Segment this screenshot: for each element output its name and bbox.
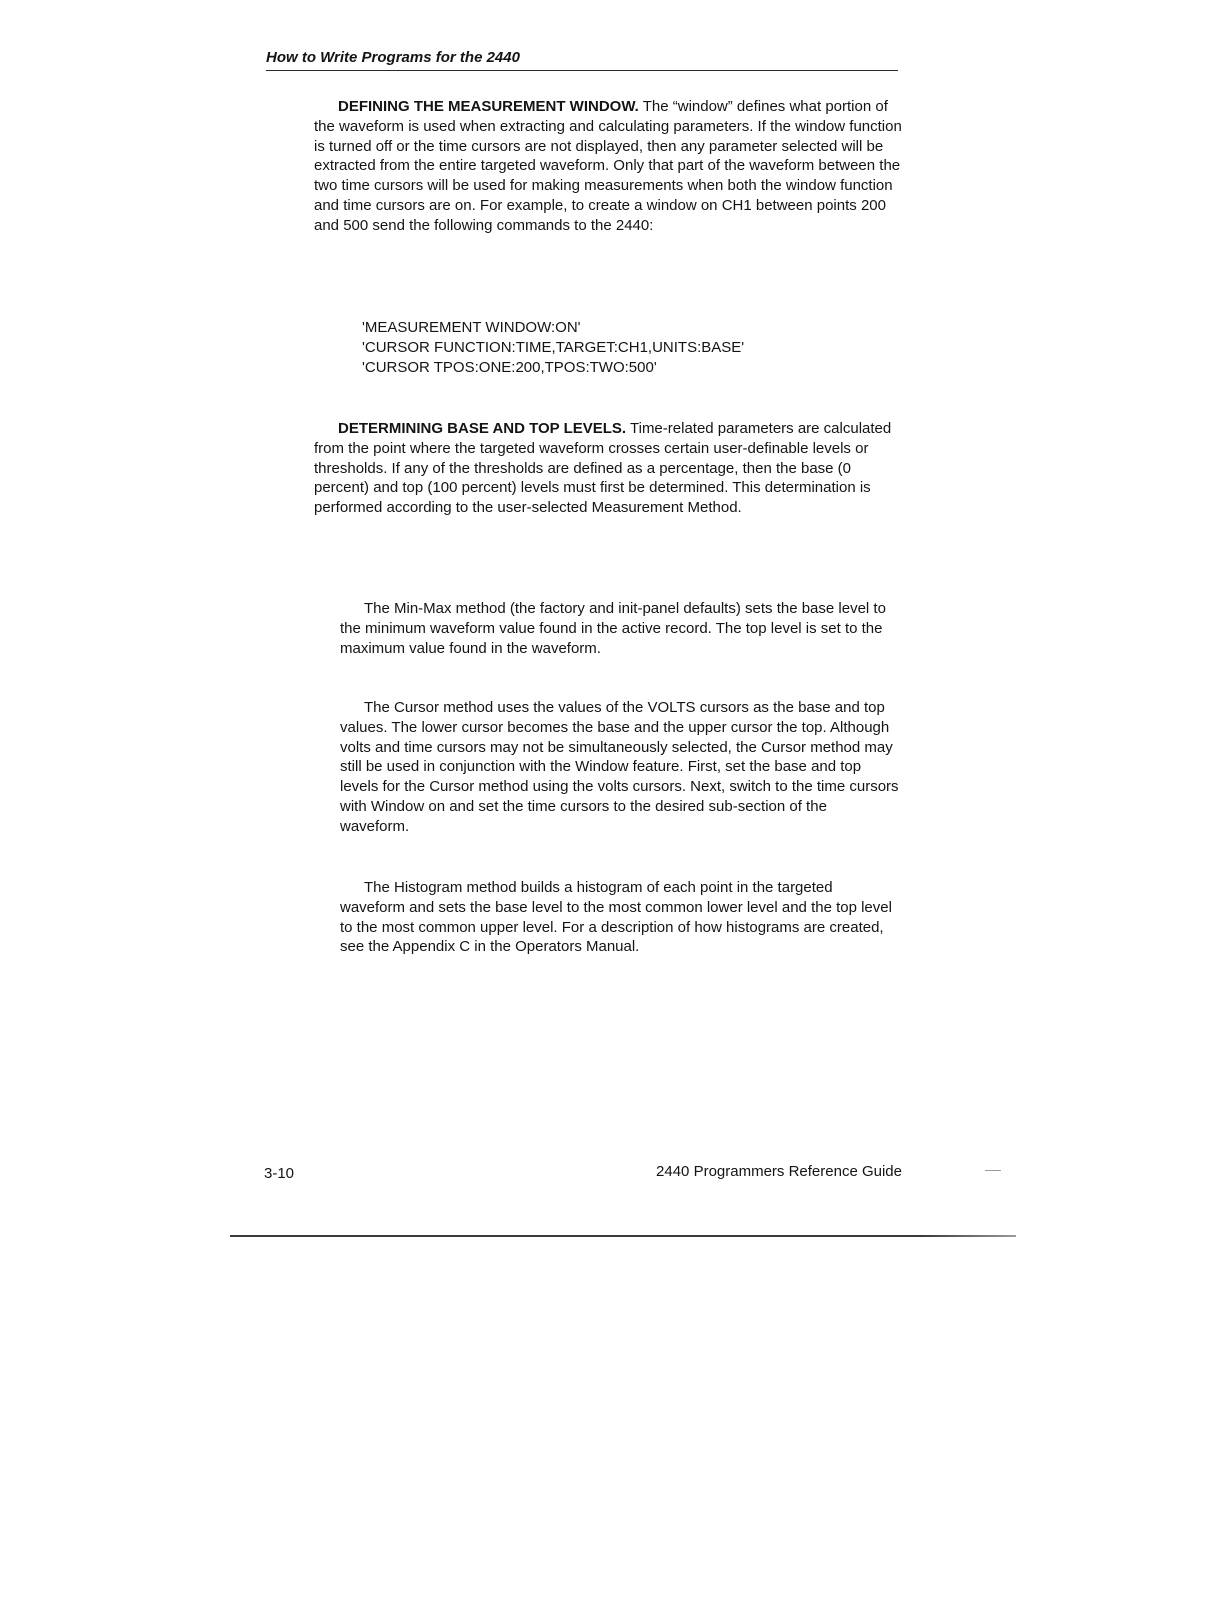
footer-mark — [985, 1170, 1001, 1171]
header-rule — [266, 70, 898, 71]
command-line: 'CURSOR FUNCTION:TIME,TARGET:CH1,UNITS:BASE' — [362, 339, 745, 356]
command-line: 'MEASUREMENT WINDOW:ON' — [362, 319, 581, 336]
paragraph-measurement-window — [314, 97, 904, 236]
paragraph-cursor-method: The Cursor method uses the values of the VOLTS cursors as the base and top values. The lower cursor becomes the base and the upper cursor the top. Although volts and time cursors may not be simultaneously selected, the Cursor method may still be used in conjunction with the Window feature. First, set the base and top levels for the Cursor method using the volts cursors. Next, switch to the time cursors with Window on and set the time cursors to the desired sub-section of the waveform. — [340, 699, 899, 835]
paragraph-histogram-method: The Histogram method builds a histogram of each point in the targeted waveform and sets the base level to the most common lower level and the top level to the most common upper level. For a description of how histograms are created, see the Appendix C in the Operators Manual. — [340, 879, 892, 956]
paragraph-min-max-method: The Min-Max method (the factory and init-panel defaults) sets the base level to the minimum waveform value found in the active record. The top level is set to the maximum value found in the waveform. — [340, 600, 886, 657]
footer-doc-title: 2440 Programmers Reference Guide — [656, 1163, 902, 1180]
heading-base-top-levels: DETERMINING BASE AND TOP LEVELS. — [338, 420, 627, 437]
body-measurement-window: The “window” defines what portion of the waveform is used when extracting and calculating parameters. If the window function is turned off or the time cursors are not displayed, then any parameter selected will be extracted from the entire targeted waveform. Only that part of the waveform between the two time cursors will be used for making measurements when both the window function and time cursors are on. For example, to create a window on CH1 between points 200 and 500 send the following commands to the 2440: — [314, 98, 902, 234]
paragraph-base-top-levels — [314, 419, 904, 518]
command-list — [362, 318, 882, 378]
heading-measurement-window: DEFINING THE MEASUREMENT WINDOW. — [338, 98, 639, 115]
body-base-top-levels: Time-related parameters are calculated from the point where the targeted waveform crosses certain user-definable levels or thresholds. If any of the thresholds are defined as a percentage, then the base (0 percent) and top (100 percent) levels must first be determined. This determination is performed according to the user-selected Measurement Method. — [314, 420, 892, 517]
command-line: 'CURSOR TPOS:ONE:200,TPOS:TWO:500' — [362, 359, 657, 376]
page-number: 3-10 — [264, 1165, 295, 1182]
running-header: How to Write Programs for the 2440 — [266, 49, 520, 66]
footer-rule — [230, 1235, 1016, 1237]
